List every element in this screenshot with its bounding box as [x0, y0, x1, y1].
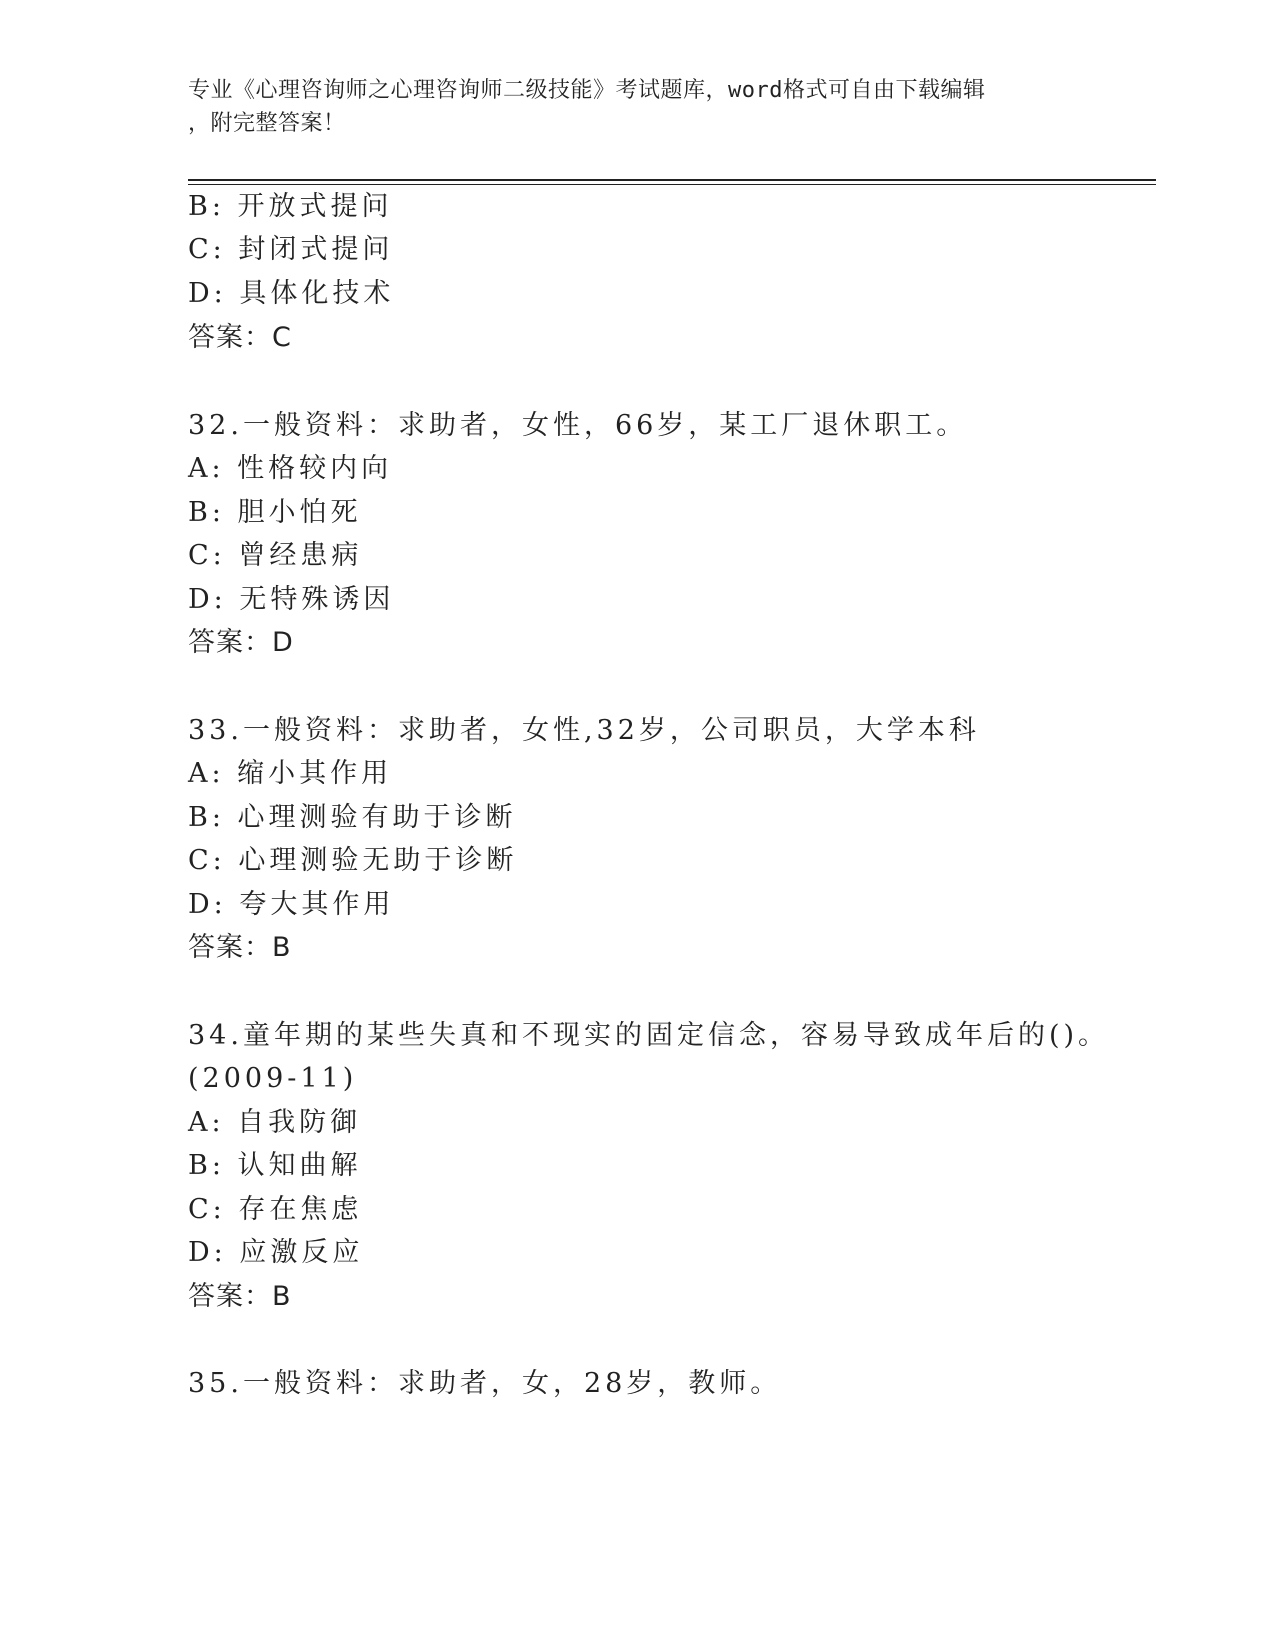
q32-option-c: C: 曾经患病	[188, 540, 363, 571]
q34-option-d: D: 应激反应	[188, 1237, 364, 1268]
q33-option-c: C: 心理测验无助于诊断	[188, 845, 518, 876]
header-line-2: ，附完整答案！	[188, 111, 346, 136]
q33-answer: 答案：B	[188, 932, 292, 963]
q31-option-c: C: 封闭式提问	[188, 234, 394, 265]
q33-option-b: B: 心理测验有助于诊断	[188, 802, 517, 833]
q32-option-d: D: 无特殊诱因	[188, 584, 395, 615]
q34-option-a: A: 自我防御	[188, 1107, 362, 1138]
header-divider-thick	[188, 179, 1156, 181]
q31-option-d: D: 具体化技术	[188, 278, 395, 309]
q31-answer: 答案：C	[188, 322, 292, 353]
q34-stem: 34.童年期的某些失真和不现实的固定信念，容易导致成年后的()。	[188, 1020, 1110, 1051]
q34-option-b: B: 认知曲解	[188, 1150, 362, 1181]
q33-stem: 33.一般资料：求助者，女性,32岁，公司职员，大学本科	[188, 715, 980, 746]
q32-stem: 32.一般资料：求助者，女性，66岁，某工厂退休职工。	[188, 410, 968, 441]
q32-option-a: A: 性格较内向	[188, 453, 393, 484]
q33-option-a: A: 缩小其作用	[188, 758, 393, 789]
q34-answer: 答案：B	[188, 1281, 292, 1312]
q33-option-d: D: 夸大其作用	[188, 889, 395, 920]
document-header	[188, 74, 1068, 140]
q34-stem-line-2: (2009-11)	[188, 1063, 358, 1094]
q31-option-b: B: 开放式提问	[188, 191, 393, 222]
q34-option-c: C: 存在焦虑	[188, 1194, 363, 1225]
q35-stem: 35.一般资料：求助者，女，28岁，教师。	[188, 1368, 782, 1399]
q32-option-b: B: 胆小怕死	[188, 497, 362, 528]
q32-answer: 答案：D	[188, 627, 294, 658]
header-divider-thin	[188, 184, 1156, 185]
header-line-1: 专业《心理咨询师之心理咨询师二级技能》考试题库，word格式可自由下载编辑	[188, 78, 986, 103]
